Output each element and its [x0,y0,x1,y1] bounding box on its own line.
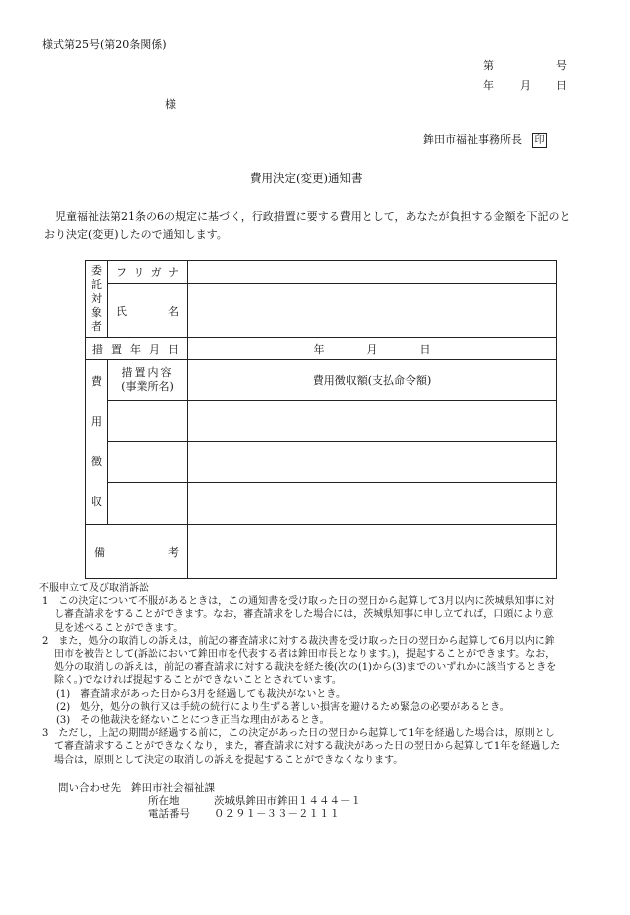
notes-sub-2: (2) 処分，処分の執行又は手続の続行により生ずる著しい損害を避けるため緊急の必要があるとき。 [56,701,510,713]
measure-date-label: 措 置 年 月 日 [86,338,188,360]
seal-mark: 印 [532,133,547,148]
amount-header: 費用徴収額(支払命令額) [188,360,557,401]
notes-sub-3: (3) その他裁決を経ないことにつき正当な理由があるとき。 [56,715,330,727]
name-label: 氏 名 [108,284,188,338]
cost-section-label: 費 用 徴 収 [86,360,108,525]
body-text: 児童福祉法第21条の6の規定に基づく，行政措置に要する費用として，あなたが負担する金額を下記のとおり決定(変更)したので通知します。 [44,210,571,241]
notes-item-1: 1 この決定について不服があるときは，この通知書を受け取った日の翌日から起算して3月以内に茨城県知事に対し審査請求をすることができます。なお，審査請求をした場合には，茨城県知事に申し立てれば，口頭により意見を述べることができます。 [42,596,555,634]
fee-table [85,260,557,579]
document-title: 費用決定(変更)通知書 [250,171,363,185]
phone-label: 電話番号 [148,808,190,820]
address-value: 茨城県鉾田市鉾田１４４４－１ [214,795,361,807]
notes-item-3: 3 ただし，上記の期間が経過する前に，この決定があった日の翌日から起算して1年を経過した場合は，原則として審査請求することができなくなり，また，審査請求に対する裁決があった日の翌日から起算して1年を経過した場合は，原則として決定の取消しの訴えを提起することができなくなります。 [42,728,561,766]
amount-cell-1[interactable] [188,401,557,442]
issuer-name: 鉾田市福祉事務所長 [423,133,522,146]
date-day-label: 日 [556,79,567,92]
content-cell-2[interactable] [108,442,188,483]
issuer-line [423,131,547,148]
measure-date-field[interactable]: 年 月 日 [188,338,557,360]
appeal-notes [39,582,562,767]
contact-block [58,782,361,821]
date-year-label: 年 [483,79,494,92]
contact-department: 鉾田市社会福祉課 [131,782,215,794]
subject-section-label: 委 託 対 象 者 [86,261,108,338]
addressee-suffix: 様 [165,98,176,111]
furigana-label: フ リ ガ ナ [108,261,188,284]
notes-item-2: 2 また，処分の取消しの訴えは，前記の審査請求に対する裁決書を受け取った日の翌日から起算して6月以内に鉾田市を被告として(訴訟において鉾田市を代表する者は鉾田市長となります。)，提起することができます。なお，処分の取消しの訴えは，前記の審査請求に対する裁決を経た後(次の(1)から(3)までのいずれかに該当するときを除く。)でなければ提起することができないこととされています。 [42,635,557,687]
notes-heading: 不服申立て及び取消訴訟 [39,583,149,594]
remarks-label: 備 考 [86,525,188,579]
form-number: 様式第25号(第20条関係) [42,38,167,51]
phone-value: ０２９１－３３－２１１１ [214,808,340,820]
content-cell-1[interactable] [108,401,188,442]
address-label: 所在地 [148,795,180,807]
document-number-prefix: 第 [483,59,494,72]
content-cell-3[interactable] [108,483,188,525]
amount-cell-3[interactable] [188,483,557,525]
notes-sub-1: (1) 審査請求があった日から3月を経過しても裁決がないとき。 [56,688,347,700]
content-header: 措置内容 (事業所名) [108,360,188,401]
furigana-field[interactable] [188,261,557,284]
name-field[interactable] [188,284,557,338]
document-number-suffix: 号 [556,59,567,72]
remarks-field[interactable] [188,525,557,579]
contact-label: 問い合わせ先 [58,782,121,794]
date-month-label: 月 [520,79,531,92]
amount-cell-2[interactable] [188,442,557,483]
